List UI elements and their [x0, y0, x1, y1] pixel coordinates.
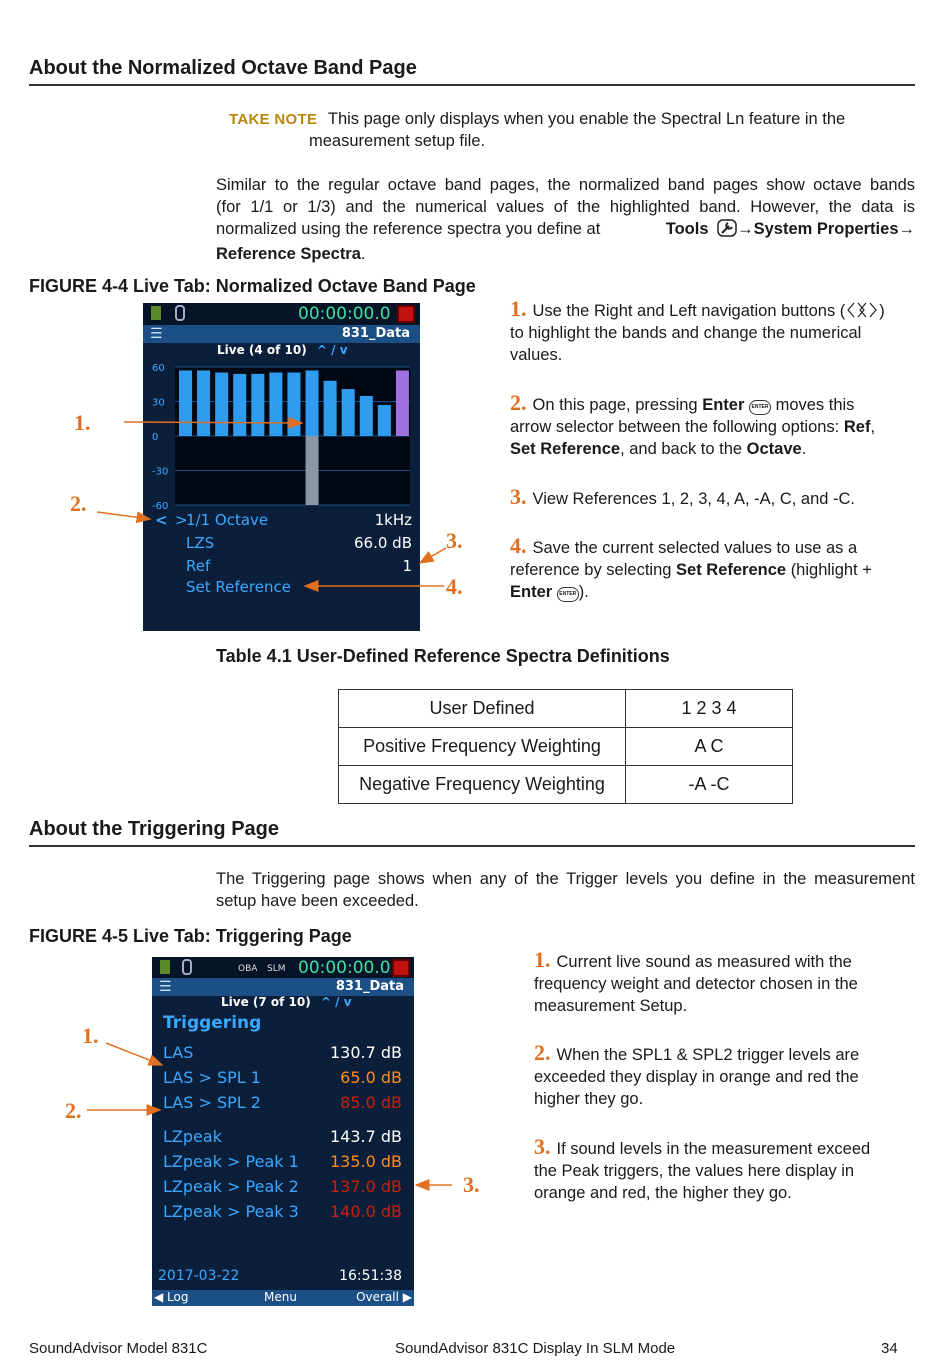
- ref-option: Ref: [843, 418, 871, 436]
- octave-label[interactable]: 1/1 Octave: [186, 511, 269, 529]
- figure-4-4-title: FIGURE 4-4 Live Tab: Normalized Octave Band Page: [29, 276, 476, 296]
- callout-1: 1.: [74, 410, 91, 435]
- table-row: [339, 728, 793, 766]
- enter-button-icon: ENTER: [557, 587, 579, 602]
- table-cell: Positive Frequency Weighting: [339, 728, 626, 766]
- trigger-row-value: 85.0 dB: [340, 1093, 402, 1112]
- menu-list-icon: ☰: [150, 326, 163, 342]
- arrow-1: [106, 1043, 162, 1065]
- footer-left: SoundAdvisor Model 831C: [29, 1340, 208, 1357]
- trigger-row-label: LZpeak > Peak 2: [163, 1177, 299, 1196]
- para-line-2: setup have been exceeded.: [216, 892, 419, 910]
- step-text-3a: , and back to the: [620, 440, 743, 458]
- record-icon: [392, 959, 410, 977]
- slm-indicator: SLM: [267, 964, 286, 974]
- y-tick-label: 60: [152, 363, 165, 374]
- section-heading-normalized: About the Normalized Octave Band Page: [29, 57, 417, 79]
- step-text-3b: .: [801, 440, 807, 458]
- table-4-1-title: Table 4.1 User-Defined Reference Spectra Definitions: [216, 646, 670, 666]
- set-reference-label: Set Reference: [676, 561, 787, 579]
- reference-spectra-table: [338, 689, 793, 804]
- selector-right-arrow[interactable]: >: [175, 511, 188, 529]
- callout-2: 2.: [70, 491, 87, 516]
- time-readout: 16:51:38: [339, 1268, 402, 1284]
- tools-label: Tools: [665, 220, 709, 238]
- section-heading-triggering: About the Triggering Page: [29, 818, 280, 840]
- softkey-log-label: Log: [167, 1290, 189, 1304]
- step-text-3: orange and red, the higher they go.: [534, 1184, 792, 1202]
- callout-2: 2.: [65, 1098, 82, 1123]
- date-readout: 2017-03-22: [158, 1268, 240, 1284]
- menu-list-icon: ☰: [159, 979, 172, 995]
- fig45-step-1: [534, 949, 914, 1017]
- step-text: View References 1, 2, 3, 4, A, -A, C, and -C.: [532, 490, 856, 508]
- step-text: If sound levels in the measurement exceed: [556, 1140, 871, 1158]
- step-text-3: higher they go.: [534, 1090, 644, 1108]
- softkey-bar: [152, 1290, 414, 1306]
- step-text-2: to highlight the bands and change the numerical: [510, 324, 862, 342]
- heading-rule: [29, 845, 915, 847]
- step-number: 4.: [510, 533, 527, 558]
- page-arrows-icon: ^ / v: [320, 995, 352, 1009]
- take-note-text-2: measurement setup file.: [309, 132, 486, 150]
- step-number: 3.: [510, 484, 527, 509]
- y-tick-label: 0: [152, 432, 159, 443]
- arrow-2: [97, 512, 150, 519]
- y-tick-label: -30: [152, 466, 169, 478]
- callout-1: 1.: [82, 1023, 99, 1048]
- callout-3: 3.: [446, 528, 463, 553]
- set-reference-option: Set Reference: [510, 440, 621, 458]
- screen-file-bar: [152, 978, 414, 996]
- trigger-row-label: LZpeak > Peak 1: [163, 1152, 299, 1171]
- step-text: Use the Right and Left navigation buttons (: [532, 302, 846, 320]
- step-number: 2.: [534, 1040, 551, 1065]
- para-line-3a: normalized using the reference spectra you define at: [216, 220, 601, 238]
- enter-label: Enter: [702, 396, 745, 414]
- set-reference-label[interactable]: Set Reference: [186, 578, 291, 596]
- table-cell: -A -C: [626, 766, 793, 804]
- trigger-row-value: 135.0 dB: [329, 1152, 402, 1171]
- lzs-label: LZS: [186, 534, 215, 552]
- selector-left-arrow[interactable]: <: [155, 511, 168, 529]
- para-line-1: Similar to the regular octave band pages, the normalized band pages show octave bands: [216, 176, 915, 194]
- step-number: 3.: [534, 1134, 551, 1159]
- step-text-b: moves this: [775, 396, 855, 414]
- data-file-name: 831_Data: [341, 326, 410, 341]
- step-number: 1.: [510, 296, 527, 321]
- step-text: When the SPL1 & SPL2 trigger levels are: [556, 1046, 860, 1064]
- page-indicator-text: Live (7 of 10): [221, 995, 311, 1009]
- trigger-row-value: 140.0 dB: [329, 1202, 402, 1221]
- trigger-row-value: 130.7 dB: [329, 1043, 402, 1062]
- step-text: On this page, pressing: [532, 396, 698, 414]
- page-number: 34: [881, 1340, 898, 1357]
- page-arrows-icon: ^ / v: [316, 343, 348, 357]
- trigger-row-value: 65.0 dB: [340, 1068, 402, 1087]
- step-text-2a: reference by selecting: [510, 561, 672, 579]
- arrow-3: [420, 548, 446, 563]
- fig45-step-2: [534, 1042, 914, 1110]
- softkey-log[interactable]: ◀ Log: [154, 1290, 189, 1304]
- softkey-menu[interactable]: Menu: [264, 1290, 297, 1304]
- y-tick-label: 30: [152, 397, 165, 409]
- oba-indicator: OBA: [238, 964, 258, 974]
- triggering-heading: Triggering: [163, 1013, 262, 1033]
- softkey-overall[interactable]: Overall ▶: [356, 1290, 412, 1304]
- fig44-step-1: [510, 298, 915, 366]
- trigger-row-label: LZpeak > Peak 3: [163, 1202, 299, 1221]
- para-line-1: The Triggering page shows when any of the Trigger levels you define in the measurement: [216, 870, 915, 888]
- table-cell: 1 2 3 4: [626, 690, 793, 728]
- step-text-end: ): [879, 302, 885, 320]
- trigger-row-label: LAS > SPL 1: [163, 1068, 261, 1087]
- step-text-2: exceeded they display in orange and red the: [534, 1068, 859, 1086]
- take-note-label: TAKE NOTE: [229, 111, 318, 128]
- table-cell: Negative Frequency Weighting: [339, 766, 626, 804]
- trigger-row-label: LZpeak: [163, 1127, 222, 1146]
- figure-4-5-title: FIGURE 4-5 Live Tab: Triggering Page: [29, 926, 352, 946]
- fig45-step-3: [534, 1136, 914, 1204]
- fig44-step-4: [510, 535, 915, 603]
- step-text-3: values.: [510, 346, 563, 364]
- step-number: 2.: [510, 390, 527, 415]
- elapsed-timer: 00:00:00.0: [298, 958, 391, 978]
- step-text: Current live sound as measured with the: [556, 953, 852, 971]
- step-text-2b: ,: [870, 418, 876, 436]
- step-text-3: measurement Setup.: [534, 997, 688, 1015]
- trigger-row-label: LAS: [163, 1043, 194, 1062]
- ref-value: 1: [402, 557, 412, 575]
- system-properties-path: →System Properties→: [737, 220, 915, 238]
- fig44-step-2: [510, 392, 915, 460]
- battery-icon: [160, 960, 170, 974]
- table-row: [339, 690, 793, 728]
- para-line-2: (for 1/1 or 1/3) and the numerical values of the highlighted band. However, the data is: [216, 198, 915, 216]
- step-text: Save the current selected values to use as a: [532, 539, 858, 557]
- trigger-row-value: 143.7 dB: [329, 1127, 402, 1146]
- table-cell: User Defined: [339, 690, 626, 728]
- step-number: 1.: [534, 947, 551, 972]
- elapsed-timer: 00:00:00.0: [298, 304, 391, 324]
- step-text-2: the Peak triggers, the values here display in: [534, 1162, 855, 1180]
- table-row: [339, 766, 793, 804]
- triggering-paragraph: [216, 868, 915, 912]
- callout-3: 3.: [463, 1172, 480, 1197]
- para-line-4-end: .: [360, 245, 366, 263]
- step-text-3b: ).: [578, 583, 589, 601]
- arrow-1: [124, 422, 302, 423]
- trigger-row-label: LAS > SPL 2: [163, 1093, 261, 1112]
- step-text-2: frequency weight and detector chosen in the: [534, 975, 858, 993]
- table-cell: A C: [626, 728, 793, 766]
- octave-value: 1kHz: [374, 511, 412, 529]
- enter-button-icon: ENTER: [749, 400, 771, 415]
- y-tick-label: -60: [152, 501, 169, 511]
- page-indicator-text: Live (4 of 10): [217, 343, 307, 357]
- screen-status-bar: [152, 957, 414, 979]
- ref-label[interactable]: Ref: [186, 557, 211, 575]
- callout-4: 4.: [446, 574, 463, 599]
- mic-icon: [182, 959, 192, 975]
- lzs-value: 66.0 dB: [354, 534, 412, 552]
- fig44-step-3: [510, 486, 915, 510]
- reference-spectra-label: Reference Spectra: [216, 245, 361, 263]
- softkey-overall-label: Overall: [356, 1290, 399, 1304]
- enter-label: Enter: [510, 583, 553, 601]
- take-note-text-1: This page only displays when you enable the Spectral Ln feature in the: [327, 110, 846, 128]
- trigger-row-value: 137.0 dB: [329, 1177, 402, 1196]
- nav-left-right-icon: [845, 302, 879, 318]
- octave-option: Octave: [746, 440, 802, 458]
- footer-center: SoundAdvisor 831C Display In SLM Mode: [395, 1340, 676, 1357]
- step-text-2a: arrow selector between the following options:: [510, 418, 840, 436]
- step-text-2b: (highlight +: [790, 561, 872, 579]
- data-file-name: 831_Data: [335, 979, 404, 994]
